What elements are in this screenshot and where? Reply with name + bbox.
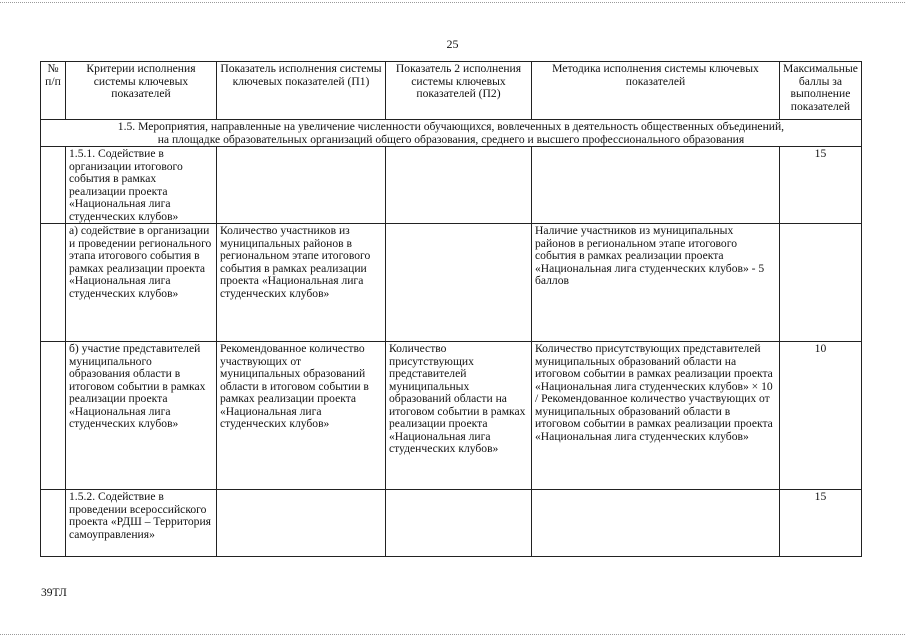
header-indicator-1: Показатель исполнения системы ключевых показателей (П1) [217, 62, 386, 120]
table-row [41, 224, 862, 342]
table-row [41, 342, 862, 490]
bottom-scan-border [0, 634, 905, 635]
cell-method [532, 147, 780, 224]
cell-max-score: 15 [780, 490, 862, 557]
table-row [41, 490, 862, 557]
cell-method [532, 490, 780, 557]
cell-criteria: 1.5.1. Содействие в организации итогового события в рамках реализации проекта «Национальная лига студенческих клубов» [66, 147, 217, 224]
cell-indicator-1: Количество участников из муниципальных районов в региональном этапе итогового события в рамках реализации проекта «Национальная лига студенческих клубов» [217, 224, 386, 342]
cell-indicator-1: Рекомендованное количество участвующих от муниципальных образований области в итоговом событии в рамках реализации проекта «Национальная лига студенческих клубов» [217, 342, 386, 490]
page-number: 25 [446, 37, 459, 51]
header-num: № п/п [41, 62, 66, 120]
header-method: Методика исполнения системы ключевых показателей [532, 62, 780, 120]
cell-num [41, 342, 66, 490]
cell-criteria: б) участие представителей муниципального образования области в итоговом событии в рамках реализации проекта «Национальная лига студенческих клубов» [66, 342, 217, 490]
cell-indicator-2 [386, 224, 532, 342]
footer-code: 39ТЛ [41, 587, 67, 599]
cell-indicator-2 [386, 490, 532, 557]
cell-method: Наличие участников из муниципальных районов в региональном этапе итогового события в рамках реализации проекта «Национальная лига студенческих клубов» - 5 баллов [532, 224, 780, 342]
table-header-row [41, 62, 862, 120]
section-row [41, 120, 862, 147]
cell-indicator-1 [217, 490, 386, 557]
cell-num [41, 490, 66, 557]
cell-max-score [780, 224, 862, 342]
cell-num [41, 224, 66, 342]
cell-method: Количество присутствующих представителей муниципальных образований области на итоговом событии в рамках реализации проекта «Национальная лига студенческих клубов» × 10 / Рекомендованное количество участвующих от муниципальных образований области в итоговом событии в рамках реализации проекта «Национальная лига студенческих клубов» [532, 342, 780, 490]
header-criteria: Критерии исполнения системы ключевых показателей [66, 62, 217, 120]
top-scan-border [0, 2, 905, 3]
cell-max-score: 10 [780, 342, 862, 490]
header-indicator-2: Показатель 2 исполнения системы ключевых показателей (П2) [386, 62, 532, 120]
cell-criteria: 1.5.2. Содействие в проведении всероссийского проекта «РДШ – Территория самоуправления» [66, 490, 217, 557]
section-title: 1.5. Мероприятия, направленные на увеличение численности обучающихся, вовлеченных в деятельность общественных объединений, на площадке образовательных организаций общего образования, среднего и высшего профессионального образования [41, 120, 862, 147]
cell-criteria: а) содействие в организации и проведении регионального этапа итогового события в рамках реализации проекта «Национальная лига студенческих клубов» [66, 224, 217, 342]
cell-indicator-1 [217, 147, 386, 224]
cell-indicator-2: Количество присутствующих представителей муниципальных образований области на итоговом событии в рамках реализации проекта «Национальная лига студенческих клубов» [386, 342, 532, 490]
cell-indicator-2 [386, 147, 532, 224]
key-indicators-table [40, 61, 862, 557]
table-row [41, 147, 862, 224]
header-max-score: Максимальные баллы за выполнение показателей [780, 62, 862, 120]
cell-max-score: 15 [780, 147, 862, 224]
cell-num [41, 147, 66, 224]
